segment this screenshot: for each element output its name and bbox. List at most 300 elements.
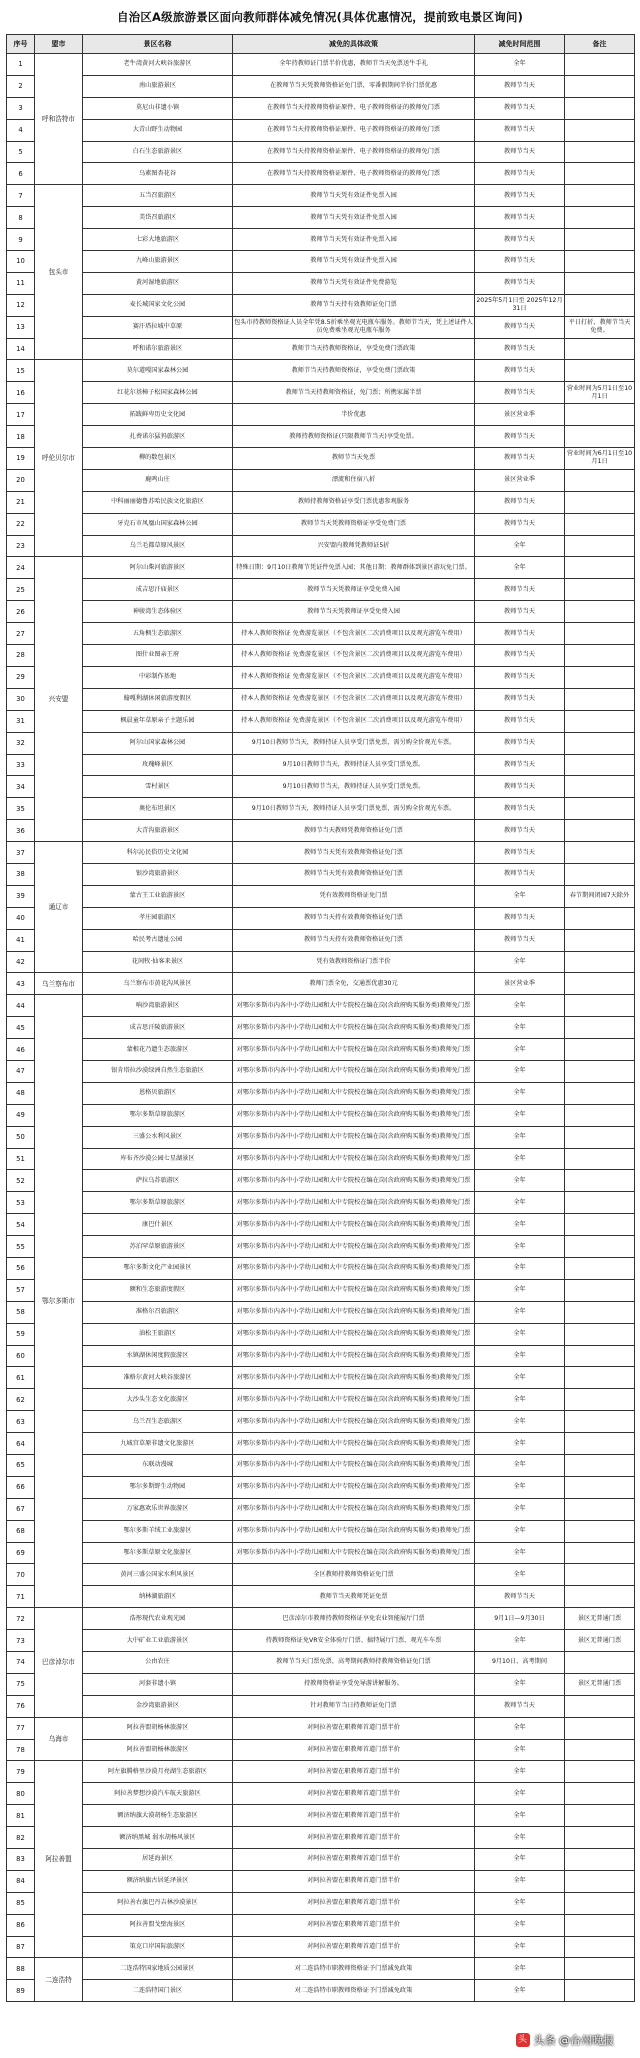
time-range-cell: 教师节当天: [475, 185, 565, 207]
scenic-name-cell: 纳林湖旅游区: [83, 1586, 233, 1608]
time-range-cell: 教师节当天: [475, 448, 565, 470]
table-row: [7, 1039, 635, 1061]
table-row: [7, 1542, 635, 1564]
row-index: 45: [7, 1017, 35, 1039]
scenic-name-cell: 大青山野生动物园: [83, 119, 233, 141]
time-range-cell: 全年: [475, 1520, 565, 1542]
policy-cell: 对鄂尔多斯市内各中小学幼儿园和大中专院校在编在岗(含政府购买服务类)教师免门票: [233, 1236, 475, 1258]
policy-cell: 对阿拉善盟在职教师首道门票半价: [233, 1936, 475, 1958]
note-cell: [565, 1870, 635, 1892]
table-row: [7, 798, 635, 820]
table-row: [7, 163, 635, 185]
table-row: [7, 1476, 635, 1498]
row-index: 37: [7, 842, 35, 864]
table-row: [7, 491, 635, 513]
policy-cell: 9月10日教师节当天，教师持证人员享受门票免票。: [233, 754, 475, 776]
time-range-cell: 9月10日、高考期间: [475, 1652, 565, 1674]
row-index: 34: [7, 776, 35, 798]
table-row: [7, 1608, 635, 1630]
row-index: 41: [7, 929, 35, 951]
row-index: 56: [7, 1257, 35, 1279]
table-row: [7, 1257, 635, 1279]
scenic-name-cell: 苏泊罕草原旅游景区: [83, 1236, 233, 1258]
row-index: 40: [7, 907, 35, 929]
scenic-name-cell: 呼和诺尔旅游景区: [83, 338, 233, 360]
row-index: 39: [7, 885, 35, 907]
note-cell: [565, 1849, 635, 1871]
scenic-name-cell: 扎赉诺尔猛犸旅游区: [83, 426, 233, 448]
row-index: 42: [7, 951, 35, 973]
row-index: 15: [7, 360, 35, 382]
policy-cell: 巴彦淖尔市教师持教师资格证享免农业智能展厅门票: [233, 1608, 475, 1630]
row-index: 78: [7, 1739, 35, 1761]
note-cell: [565, 1958, 635, 1980]
policy-cell: 持本人教师资格证 免费游览景区（不包含景区二次消费项目以及观光游览车费用）: [233, 645, 475, 667]
time-range-cell: 全年: [475, 1870, 565, 1892]
scenic-name-cell: 阿拉善梦想沙漠汽车航天旅游区: [83, 1783, 233, 1805]
time-range-cell: 全年: [475, 1148, 565, 1170]
time-range-cell: 全年: [475, 1433, 565, 1455]
note-cell: [565, 1542, 635, 1564]
note-cell: [565, 54, 635, 76]
policy-cell: 全区教师持教师资格证免门票: [233, 1564, 475, 1586]
scenic-name-cell: 牙克石市凤凰山国家森林公园: [83, 513, 233, 535]
time-range-cell: 全年: [475, 1827, 565, 1849]
scenic-name-cell: 银沙湾旅游景区: [83, 863, 233, 885]
policy-cell: 对鄂尔多斯市内各中小学幼儿园和大中专院校在编在岗(含政府购买服务类)教师免门票: [233, 1498, 475, 1520]
row-index: 71: [7, 1586, 35, 1608]
time-range-cell: 全年: [475, 1301, 565, 1323]
table-row: [7, 754, 635, 776]
note-cell: [565, 1017, 635, 1039]
table-row: [7, 645, 635, 667]
note-cell: [565, 1805, 635, 1827]
toutiao-logo-icon: 头: [516, 2033, 530, 2047]
time-range-cell: 全年: [475, 1082, 565, 1104]
time-range-cell: 全年: [475, 1017, 565, 1039]
table-row: [7, 1520, 635, 1542]
policy-cell: 对二连浩特市职教师资格证予门票减免政策: [233, 1958, 475, 1980]
time-range-cell: 教师节当天: [475, 316, 565, 338]
city-cell: 包头市: [35, 185, 83, 360]
row-index: 43: [7, 973, 35, 995]
scenic-name-cell: 赛汗塔拉城中草原: [83, 316, 233, 338]
table-row: [7, 1958, 635, 1980]
scenic-name-cell: 图什业图亲王府: [83, 645, 233, 667]
row-index: 54: [7, 1214, 35, 1236]
row-index: 27: [7, 623, 35, 645]
time-range-cell: 景区营业季: [475, 973, 565, 995]
scenic-name-cell: 油松王旅游区: [83, 1323, 233, 1345]
row-index: 7: [7, 185, 35, 207]
note-cell: [565, 1039, 635, 1061]
scenic-name-cell: 柳的数包景区: [83, 448, 233, 470]
table-row: [7, 579, 635, 601]
row-index: 10: [7, 251, 35, 273]
policy-cell: 持本人教师资格证 免费游览景区（不包含景区二次消费项目以及观光游览车费用）: [233, 623, 475, 645]
policy-cell: 教师节当天免票: [233, 448, 475, 470]
scenic-name-cell: 科尔沁民俗历史文化园: [83, 842, 233, 864]
note-cell: [565, 688, 635, 710]
scenic-name-cell: 东联动漫城: [83, 1455, 233, 1477]
note-cell: [565, 1827, 635, 1849]
table-row: [7, 1367, 635, 1389]
policy-cell: 对鄂尔多斯市内各中小学幼儿园和大中专院校在编在岗(含政府购买服务类)教师免门票: [233, 1455, 475, 1477]
scenic-name-cell: 中彩制作基地: [83, 666, 233, 688]
table-row: [7, 1564, 635, 1586]
note-cell: [565, 1564, 635, 1586]
note-cell: 营业时间为6月1日至10月1日: [565, 448, 635, 470]
policy-cell: 全年持教师证门票半价优惠，教师节当天免票送牛手礼: [233, 54, 475, 76]
row-index: 80: [7, 1783, 35, 1805]
row-index: 28: [7, 645, 35, 667]
scenic-name-cell: 阿左旗腾格里沙漠月亮湖生态旅游区: [83, 1761, 233, 1783]
time-range-cell: 教师节当天: [475, 820, 565, 842]
time-range-cell: 全年: [475, 1892, 565, 1914]
note-cell: [565, 1498, 635, 1520]
row-index: 18: [7, 426, 35, 448]
note-cell: [565, 338, 635, 360]
policy-cell: 对阿拉善盟在职教师首道门票半价: [233, 1717, 475, 1739]
row-index: 35: [7, 798, 35, 820]
policy-cell: 教师节当天凭教师证享受免费入园: [233, 601, 475, 623]
note-cell: [565, 1192, 635, 1214]
time-range-cell: 教师节当天: [475, 426, 565, 448]
policy-cell: 对鄂尔多斯市内各中小学幼儿园和大中专院校在编在岗(含政府购买服务类)教师免门票: [233, 1126, 475, 1148]
time-range-cell: 全年: [475, 54, 565, 76]
policy-cell: 教师持教师资格证(只限教师节当天)享受免票。: [233, 426, 475, 448]
time-range-cell: 全年: [475, 951, 565, 973]
policy-cell: 凭有效教师资格证免门票: [233, 885, 475, 907]
row-index: 3: [7, 97, 35, 119]
time-range-cell: 教师节当天: [475, 163, 565, 185]
table-row: [7, 1192, 635, 1214]
row-index: 30: [7, 688, 35, 710]
time-range-cell: 教师节当天: [475, 645, 565, 667]
time-range-cell: 教师节当天: [475, 929, 565, 951]
table-row: [7, 820, 635, 842]
note-cell: [565, 754, 635, 776]
row-index: 75: [7, 1673, 35, 1695]
note-cell: [565, 97, 635, 119]
table-row: [7, 1389, 635, 1411]
scenic-name-cell: 麦长城国家文化公园: [83, 294, 233, 316]
time-range-cell: 全年: [475, 1849, 565, 1871]
time-range-cell: 全年: [475, 1411, 565, 1433]
row-index: 87: [7, 1936, 35, 1958]
row-index: 84: [7, 1870, 35, 1892]
policy-cell: 持教师资格证免VR安全体验厅门票、搞特展厅门票、观光车车票: [233, 1630, 475, 1652]
table-row: [7, 907, 635, 929]
table-row: [7, 1060, 635, 1082]
table-row: [7, 1695, 635, 1717]
note-cell: [565, 1455, 635, 1477]
policy-cell: 对鄂尔多斯市内各中小学幼儿园和大中专院校在编在岗(含政府购买服务类)教师免门票: [233, 1301, 475, 1323]
scenic-name-cell: 枫晨童年草原亲子主题乐园: [83, 710, 233, 732]
policy-cell: 对阿拉善盟在职教师首道门票半价: [233, 1805, 475, 1827]
city-cell: 鄂尔多斯市: [35, 995, 83, 1608]
note-cell: [565, 1257, 635, 1279]
note-cell: [565, 1323, 635, 1345]
table-row: [7, 1783, 635, 1805]
scenic-name-cell: 大沙头生态文化旅游区: [83, 1389, 233, 1411]
time-range-cell: 教师节当天: [475, 666, 565, 688]
note-cell: [565, 1476, 635, 1498]
row-index: 85: [7, 1892, 35, 1914]
policy-cell: 教师持教师资格证享受门票优惠参观服务: [233, 491, 475, 513]
scenic-name-cell: 水镇湖休闲度假旅游区: [83, 1345, 233, 1367]
policy-cell: 对鄂尔多斯市内各中小学幼儿园和大中专院校在编在岗(含政府购买服务类)教师免门票: [233, 1389, 475, 1411]
note-cell: [565, 360, 635, 382]
row-index: 26: [7, 601, 35, 623]
scenic-name-cell: 老牛湾黄河大峡谷旅游区: [83, 54, 233, 76]
policy-cell: 教师节当天持有效教师资格证免门票: [233, 907, 475, 929]
policy-cell: 在教师节当天凭教师资格证免门票，零番假期间半价门票优惠: [233, 75, 475, 97]
row-index: 4: [7, 119, 35, 141]
city-cell: 兴安盟: [35, 557, 83, 842]
scenic-name-cell: 恩格贝旅游区: [83, 1082, 233, 1104]
policy-cell: 教师节当天凭有效证件免票入园: [233, 207, 475, 229]
note-cell: [565, 1104, 635, 1126]
row-index: 8: [7, 207, 35, 229]
table-row: [7, 1936, 635, 1958]
scenic-name-cell: 莫尼山非遗小镇: [83, 97, 233, 119]
time-range-cell: 教师节当天: [475, 1695, 565, 1717]
scenic-name-cell: 五当召旅游区: [83, 185, 233, 207]
table-row: [7, 513, 635, 535]
policy-cell: 对鄂尔多斯市内各中小学幼儿园和大中专院校在编在岗(含政府购买服务类)教师免门票: [233, 1367, 475, 1389]
scenic-name-cell: 红花尔基樟子松国家森林公园: [83, 382, 233, 404]
scenic-name-cell: 鄂尔多斯羊绒工业旅游区: [83, 1520, 233, 1542]
policy-cell: 在教师节当天持教师资格证原件、电子教师资格证的教师免门票: [233, 141, 475, 163]
header-index: 序号: [7, 35, 35, 54]
time-range-cell: 全年: [475, 1279, 565, 1301]
time-range-cell: 全年: [475, 1783, 565, 1805]
city-cell: 呼和浩特市: [35, 54, 83, 185]
row-index: 33: [7, 754, 35, 776]
row-index: 74: [7, 1652, 35, 1674]
note-cell: [565, 1126, 635, 1148]
policy-cell: 对鄂尔多斯市内各中小学幼儿园和大中专院校在编在岗(含政府购买服务类)教师免门票: [233, 1542, 475, 1564]
scenic-name-cell: 中科丽丽德鲁苏哈民族文化旅游区: [83, 491, 233, 513]
table-row: [7, 1652, 635, 1674]
scenic-name-cell: 银肯塔拉沙漠绿洲自然生态旅游区: [83, 1060, 233, 1082]
scenic-name-cell: 河套非遗小镇: [83, 1673, 233, 1695]
policy-cell: 持本人教师资格证 免费游览景区（不包含景区二次消费项目以及观光游览车费用）: [233, 710, 475, 732]
policy-cell: 持本人教师资格证 免费游览景区（不包含景区二次消费项目以及观光游览车费用）: [233, 666, 475, 688]
note-cell: [565, 1082, 635, 1104]
note-cell: [565, 1739, 635, 1761]
row-index: 64: [7, 1433, 35, 1455]
table-row: [7, 1301, 635, 1323]
note-cell: [565, 601, 635, 623]
table-row: [7, 885, 635, 907]
table-row: [7, 1082, 635, 1104]
policy-cell: 教师节当天凭有效教师资格证免门票: [233, 863, 475, 885]
policy-cell: 对阿拉善盟在职教师首道门票半价: [233, 1739, 475, 1761]
scenic-name-cell: 二连浩特国家地质公园景区: [83, 1958, 233, 1980]
time-range-cell: 教师节当天: [475, 119, 565, 141]
scenic-name-cell: 成吉思汗陵旅游景区: [83, 1017, 233, 1039]
time-range-cell: 教师节当天: [475, 732, 565, 754]
policy-cell: 对鄂尔多斯市内各中小学幼儿园和大中专院校在编在岗(含政府购买服务类)教师免门票: [233, 1017, 475, 1039]
note-cell: [565, 1695, 635, 1717]
row-index: 51: [7, 1148, 35, 1170]
time-range-cell: 全年: [475, 885, 565, 907]
table-row: [7, 557, 635, 579]
time-range-cell: 教师节当天: [475, 863, 565, 885]
time-range-cell: 教师节当天: [475, 360, 565, 382]
time-range-cell: 全年: [475, 1936, 565, 1958]
time-range-cell: 全年: [475, 1345, 565, 1367]
row-index: 59: [7, 1323, 35, 1345]
policy-cell: 在教师节当天持教师资格证原件、电子教师资格证的教师免门票: [233, 119, 475, 141]
policy-cell: 对阿拉善盟在职教师首道门票半价: [233, 1870, 475, 1892]
scenic-name-cell: 浩彤现代农业观光园: [83, 1608, 233, 1630]
city-cell: 二连浩特: [35, 1958, 83, 2002]
policy-cell: 持本人教师资格证 免费游览景区（不包含景区二次消费项目以及观光游览车费用）: [233, 688, 475, 710]
row-index: 9: [7, 229, 35, 251]
table-row: [7, 448, 635, 470]
row-index: 47: [7, 1060, 35, 1082]
table-row: [7, 54, 635, 76]
policy-cell: 在教师节当天持教师资格证原件、电子教师资格证的教师免门票: [233, 163, 475, 185]
table-row: [7, 1630, 635, 1652]
time-range-cell: 教师节当天: [475, 75, 565, 97]
scenic-name-cell: 白石生态旅游景区: [83, 141, 233, 163]
scenic-name-cell: 库布齐沙漠公园七星湖景区: [83, 1148, 233, 1170]
policy-cell: 教师节当天凭教师资格证享受免费门票: [233, 513, 475, 535]
scenic-name-cell: 阿尔山国家森林公园: [83, 732, 233, 754]
policy-cell: 教师节当天凭有效证件免票入园: [233, 185, 475, 207]
note-cell: [565, 251, 635, 273]
policy-cell: 对鄂尔多斯市内各中小学幼儿园和大中专院校在编在岗(含政府购买服务类)教师免门票: [233, 1170, 475, 1192]
policy-cell: 半价优惠: [233, 404, 475, 426]
note-cell: [565, 185, 635, 207]
note-cell: [565, 75, 635, 97]
row-index: 11: [7, 272, 35, 294]
row-index: 63: [7, 1411, 35, 1433]
table-row: [7, 1214, 635, 1236]
table-row: [7, 1323, 635, 1345]
note-cell: [565, 119, 635, 141]
table-header-row: [7, 35, 635, 54]
scenic-name-cell: 金沙湾旅游景区: [83, 1695, 233, 1717]
table-row: [7, 995, 635, 1017]
scenic-name-cell: 大中矿业工业旅游景区: [83, 1630, 233, 1652]
row-index: 50: [7, 1126, 35, 1148]
scenic-name-cell: 南山旅游景区: [83, 75, 233, 97]
scenic-name-cell: 哈民考古遗址公园: [83, 929, 233, 951]
note-cell: [565, 557, 635, 579]
note-cell: [565, 1783, 635, 1805]
scenic-name-cell: 黄河三盛公国家水利风景区: [83, 1564, 233, 1586]
table-row: [7, 360, 635, 382]
policy-cell: 对二连浩特市职教师资格证予门票减免政策: [233, 1980, 475, 2002]
policy-cell: 教师节当天持有效教师证免门票: [233, 294, 475, 316]
table-row: [7, 951, 635, 973]
table-row: [7, 382, 635, 404]
table-row: [7, 929, 635, 951]
table-row: [7, 1148, 635, 1170]
note-cell: [565, 404, 635, 426]
note-cell: [565, 579, 635, 601]
scenic-name-cell: 大青沟旅游景区: [83, 820, 233, 842]
scenic-name-cell: 鄂尔多斯草原文化旅游区: [83, 1542, 233, 1564]
time-range-cell: 全年: [475, 1564, 565, 1586]
table-row: [7, 272, 635, 294]
row-index: 86: [7, 1914, 35, 1936]
watermark-text: 头条 @台州晚报: [533, 2034, 614, 2047]
time-range-cell: 教师节当天: [475, 491, 565, 513]
note-cell: [565, 666, 635, 688]
table-row: [7, 1236, 635, 1258]
note-cell: [565, 1980, 635, 2002]
note-cell: [565, 995, 635, 1017]
time-range-cell: 教师节当天: [475, 601, 565, 623]
time-range-cell: 教师节当天: [475, 251, 565, 273]
table-row: [7, 842, 635, 864]
time-range-cell: 全年: [475, 1805, 565, 1827]
policy-cell: 对鄂尔多斯市内各中小学幼儿园和大中专院校在编在岗(含政府购买服务类)教师免门票: [233, 1476, 475, 1498]
time-range-cell: 全年: [475, 1389, 565, 1411]
note-cell: 景区无普通门票: [565, 1608, 635, 1630]
time-range-cell: 全年: [475, 1739, 565, 1761]
scenic-name-cell: 居延海景区: [83, 1849, 233, 1871]
city-cell: 阿拉善盟: [35, 1761, 83, 1958]
policy-cell: 对鄂尔多斯市内各中小学幼儿园和大中专院校在编在岗(含政府购买服务类)教师免门票: [233, 1148, 475, 1170]
scenic-name-cell: 额和生态旅游度假区: [83, 1279, 233, 1301]
note-cell: [565, 294, 635, 316]
time-range-cell: 教师节当天: [475, 1586, 565, 1608]
scenic-name-cell: 阿尔山柴河旅游景区: [83, 557, 233, 579]
scenic-name-cell: 额济纳旗大漠胡杨生态旅游区: [83, 1805, 233, 1827]
time-range-cell: 全年: [475, 1104, 565, 1126]
note-cell: [565, 513, 635, 535]
time-range-cell: 全年: [475, 1498, 565, 1520]
row-index: 24: [7, 557, 35, 579]
table-row: [7, 710, 635, 732]
row-index: 5: [7, 141, 35, 163]
policy-cell: 9月10日教师节当天，教师持证人员享受门票免票，需另购全价观光车票。: [233, 798, 475, 820]
time-range-cell: 全年: [475, 1323, 565, 1345]
table-row: [7, 1761, 635, 1783]
time-range-cell: 教师节当天: [475, 623, 565, 645]
table-row: [7, 1739, 635, 1761]
row-index: 6: [7, 163, 35, 185]
time-range-cell: 教师节当天: [475, 688, 565, 710]
note-cell: [565, 1411, 635, 1433]
policy-cell: 教师节当天持有效教师资格证免门票: [233, 929, 475, 951]
policy-cell: 兴安盟内教师凭教师证5折: [233, 535, 475, 557]
note-cell: [565, 1717, 635, 1739]
note-cell: [565, 1170, 635, 1192]
scenic-name-cell: 奥伦布坦景区: [83, 798, 233, 820]
time-range-cell: 全年: [475, 1236, 565, 1258]
time-range-cell: 全年: [475, 1761, 565, 1783]
watermark: [516, 2032, 615, 2048]
scenic-name-cell: 神骏湾生态体验区: [83, 601, 233, 623]
row-index: 72: [7, 1608, 35, 1630]
note-cell: 营业时间为5月1日至10月1日: [565, 382, 635, 404]
scenic-name-cell: 花间牧·仙客来景区: [83, 951, 233, 973]
note-cell: [565, 229, 635, 251]
scenic-name-cell: 玫瑰峰景区: [83, 754, 233, 776]
header-scenic-name: 景区名称: [83, 35, 233, 54]
policy-cell: 对阿拉善盟在职教师首道门票半价: [233, 1761, 475, 1783]
time-range-cell: 教师节当天: [475, 579, 565, 601]
policy-cell: 包头市持教师资格证人员全年凭8.5折乘坐观光电瓶车服务。教师节当天，凭上述证件人员免费乘坐观光电瓶车服务: [233, 316, 475, 338]
